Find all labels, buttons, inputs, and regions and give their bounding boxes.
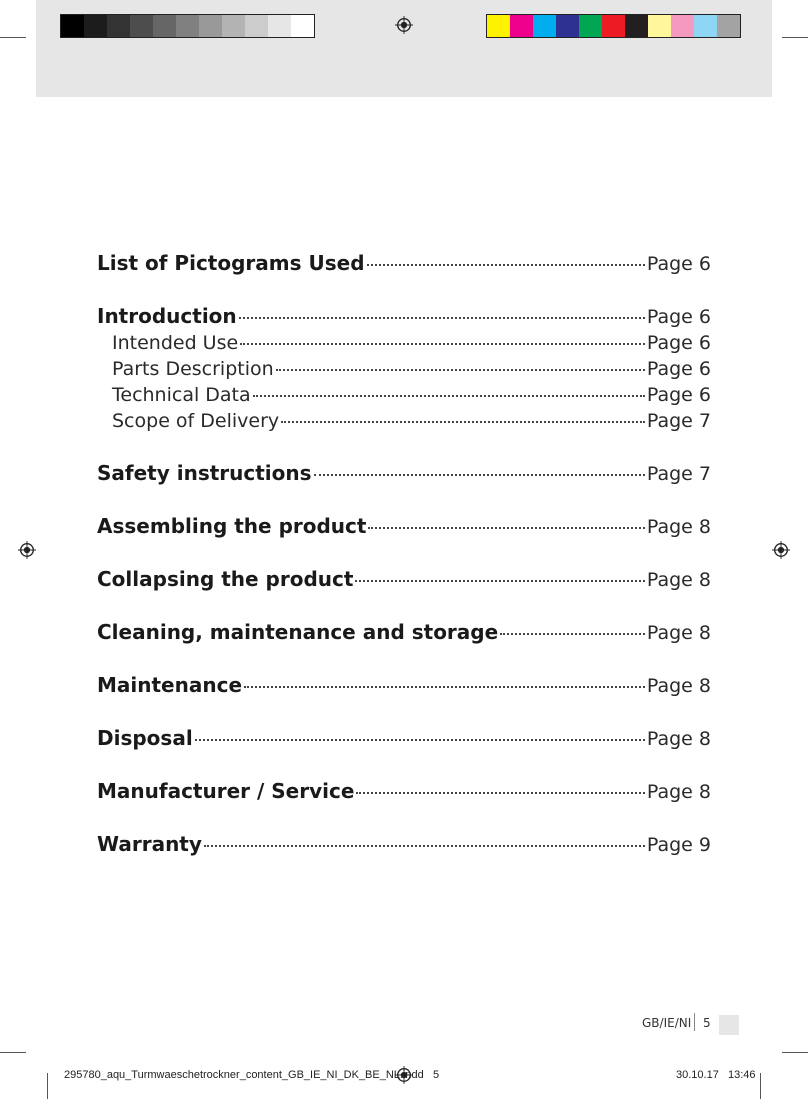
toc-entry-title: Manufacturer / Service [97, 779, 355, 803]
crop-mark [0, 37, 26, 38]
toc-entry-page: Page 9 [646, 834, 711, 856]
toc-leader-dots [355, 580, 644, 582]
toc-entry-title: Parts Description [112, 358, 274, 380]
slug-date-value: 30.10.17 [676, 1069, 719, 1081]
color-swatch [487, 15, 510, 37]
registration-mark-icon [395, 16, 413, 34]
toc-leader-dots [244, 686, 645, 688]
slug-file: 295780_aqu_Turmwaeschetrockner_content_GB_IE_NI_DK_BE_NL.indd [64, 1069, 424, 1081]
crop-mark [47, 1073, 48, 1099]
toc-entry-title: Intended Use [112, 332, 239, 354]
toc-entry-page: Page 6 [646, 332, 711, 354]
color-swatch [694, 15, 717, 37]
toc-entry-title: Technical Data [112, 384, 251, 406]
toc-entry [97, 778, 711, 805]
table-of-contents [97, 250, 711, 858]
toc-entry [97, 672, 711, 699]
toc-entry [97, 382, 711, 408]
toc-leader-dots [367, 264, 645, 266]
toc-leader-dots [368, 527, 644, 529]
color-swatch [130, 15, 153, 37]
toc-entry-page: Page 6 [646, 306, 711, 328]
registration-mark-icon [18, 541, 36, 559]
toc-entry [97, 725, 711, 752]
toc-entry-title: Cleaning, maintenance and storage [97, 620, 499, 644]
color-swatch [648, 15, 671, 37]
toc-entry-page: Page 6 [646, 253, 711, 275]
toc-entry-title: Safety instructions [97, 461, 312, 485]
toc-entry [97, 250, 711, 277]
toc-entry [97, 330, 711, 356]
toc-leader-dots [204, 845, 645, 847]
color-swatch [671, 15, 694, 37]
color-swatch [291, 15, 314, 37]
grey-scale-bar [60, 14, 315, 38]
color-swatch [717, 15, 740, 37]
toc-entry-title: Disposal [97, 726, 193, 750]
crop-mark [782, 1052, 808, 1053]
toc-leader-dots [281, 421, 645, 423]
color-swatch [176, 15, 199, 37]
toc-leader-dots [240, 343, 645, 345]
toc-entry [97, 460, 711, 487]
toc-entry-page: Page 8 [646, 569, 711, 591]
toc-entry-title: Collapsing the product [97, 567, 354, 591]
toc-entry-page: Page 8 [646, 622, 711, 644]
toc-entry-title: Warranty [97, 832, 202, 856]
color-swatch [556, 15, 579, 37]
toc-entry-page: Page 8 [646, 781, 711, 803]
crop-mark [760, 1073, 761, 1099]
slug-time-value: 13:46 [728, 1069, 756, 1081]
toc-entry [97, 619, 711, 646]
slug-date [676, 1069, 756, 1081]
crop-mark [782, 37, 808, 38]
toc-leader-dots [314, 474, 645, 476]
toc-leader-dots [500, 633, 645, 635]
toc-entry [97, 513, 711, 540]
toc-leader-dots [276, 369, 645, 371]
toc-entry-page: Page 8 [646, 675, 711, 697]
toc-entry-page: Page 6 [646, 358, 711, 380]
color-swatch [533, 15, 556, 37]
color-bar [486, 14, 741, 38]
color-swatch [579, 15, 602, 37]
toc-entry [97, 408, 711, 434]
page-number: 5 [703, 1016, 711, 1030]
slug-page: 5 [432, 1069, 440, 1081]
toc-entry [97, 566, 711, 593]
region-label: GB/IE/NI [642, 1016, 692, 1030]
toc-entry-title: Scope of Delivery [112, 410, 280, 432]
toc-entry-title: Maintenance [97, 673, 243, 697]
footer-divider [694, 1013, 695, 1031]
crop-mark [0, 1052, 26, 1053]
color-swatch [107, 15, 130, 37]
color-swatch [510, 15, 533, 37]
toc-entry-title: Assembling the product [97, 514, 367, 538]
toc-leader-dots [356, 792, 644, 794]
toc-entry-page: Page 8 [646, 728, 711, 750]
registration-mark-icon [772, 541, 790, 559]
color-swatch [84, 15, 107, 37]
toc-leader-dots [195, 739, 645, 741]
toc-entry-title: Introduction [97, 304, 237, 328]
color-swatch [153, 15, 176, 37]
color-swatch [268, 15, 291, 37]
toc-entry [97, 303, 711, 330]
color-swatch [245, 15, 268, 37]
toc-entry-page: Page 6 [646, 384, 711, 406]
color-swatch [199, 15, 222, 37]
toc-leader-dots [239, 317, 645, 319]
toc-entry [97, 356, 711, 382]
slug-filename [64, 1069, 439, 1081]
footer-tab [719, 1015, 739, 1035]
color-swatch [602, 15, 625, 37]
toc-leader-dots [253, 395, 645, 397]
toc-entry-title: List of Pictograms Used [97, 251, 365, 275]
toc-entry-page: Page 7 [646, 410, 711, 432]
color-swatch [625, 15, 648, 37]
color-swatch [222, 15, 245, 37]
color-swatch [61, 15, 84, 37]
toc-entry-page: Page 7 [646, 463, 711, 485]
toc-entry-page: Page 8 [646, 516, 711, 538]
toc-entry [97, 831, 711, 858]
